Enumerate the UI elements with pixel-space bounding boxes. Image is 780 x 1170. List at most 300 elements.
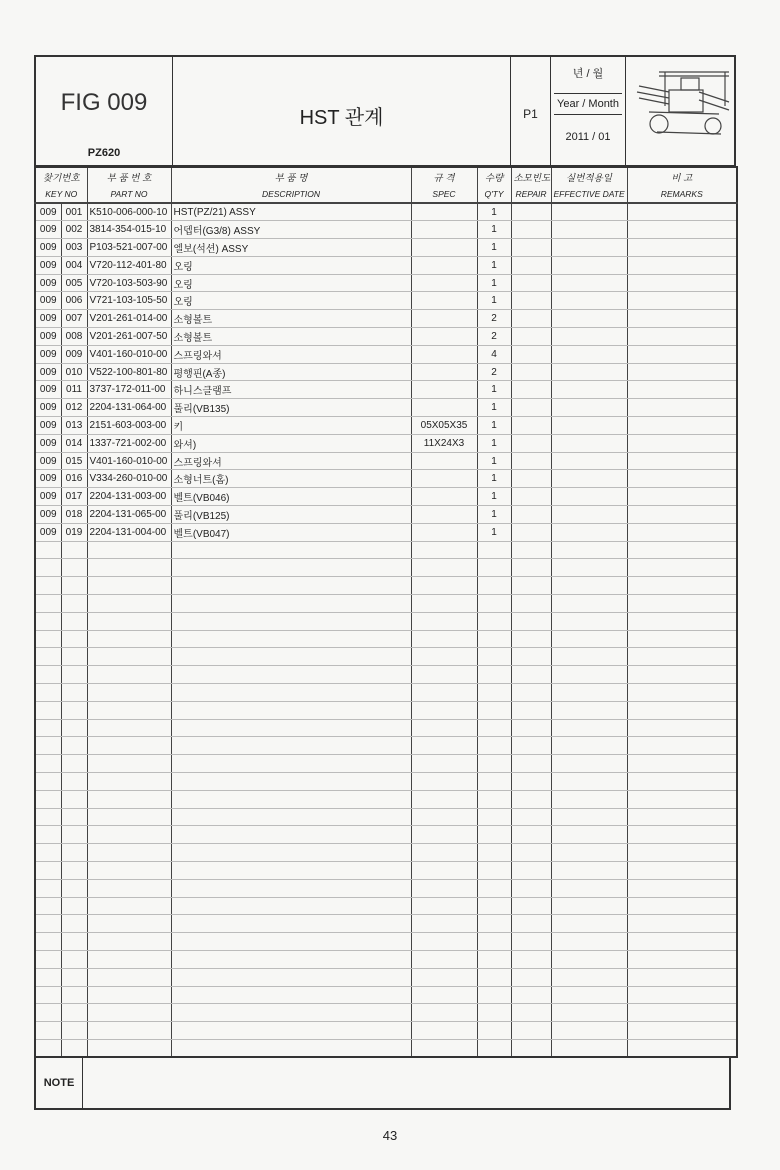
key-no-cell <box>61 559 87 577</box>
part-no-header-ko: 부 품 번 호 <box>87 167 171 185</box>
fig-no-cell: 009 <box>35 434 61 452</box>
key-no-cell <box>61 986 87 1004</box>
description-cell: 스프링와셔 <box>171 345 411 363</box>
qty-cell: 1 <box>477 417 511 435</box>
fig-no-cell <box>35 933 61 951</box>
remarks-cell <box>627 256 737 274</box>
spec-cell <box>411 1004 477 1022</box>
remarks-cell <box>627 666 737 684</box>
qty-cell <box>477 755 511 773</box>
qty-cell <box>477 861 511 879</box>
fig-no-cell: 009 <box>35 292 61 310</box>
spec-cell <box>411 256 477 274</box>
remarks-cell <box>627 719 737 737</box>
qty-cell: 4 <box>477 345 511 363</box>
spec-cell <box>411 719 477 737</box>
description-cell: 하니스클램프 <box>171 381 411 399</box>
repair-cell <box>511 1039 551 1057</box>
remarks-cell <box>627 470 737 488</box>
qty-cell <box>477 719 511 737</box>
qty-cell <box>477 950 511 968</box>
table-row <box>35 239 737 257</box>
key-no-cell: 018 <box>61 506 87 524</box>
table-row <box>35 310 737 328</box>
effective-date-cell <box>551 274 627 292</box>
remarks-cell <box>627 1039 737 1057</box>
key-no-cell <box>61 612 87 630</box>
key-no-cell <box>61 844 87 862</box>
part-no-cell <box>87 666 171 684</box>
spec-cell <box>411 310 477 328</box>
repair-cell <box>511 737 551 755</box>
fig-no-cell: 009 <box>35 417 61 435</box>
fig-no-cell <box>35 577 61 595</box>
effective-date-cell <box>551 292 627 310</box>
repair-cell <box>511 203 551 221</box>
table-row <box>35 541 737 559</box>
spec-header: SPEC <box>411 185 477 203</box>
part-no-cell: 2204-131-004-00 <box>87 523 171 541</box>
key-no-cell: 006 <box>61 292 87 310</box>
description-cell <box>171 933 411 951</box>
part-no-cell: V401-160-010-00 <box>87 452 171 470</box>
repair-cell <box>511 559 551 577</box>
description-cell <box>171 1004 411 1022</box>
key-no-cell <box>61 577 87 595</box>
description-cell: 소형볼트 <box>171 310 411 328</box>
repair-cell <box>511 488 551 506</box>
fig-no-cell <box>35 1022 61 1040</box>
key-no-cell: 002 <box>61 221 87 239</box>
part-no-cell: V201-261-014-00 <box>87 310 171 328</box>
spec-cell <box>411 559 477 577</box>
description-header: DESCRIPTION <box>171 185 411 203</box>
description-cell <box>171 577 411 595</box>
rice-transplanter-icon <box>629 62 733 156</box>
description-cell <box>171 915 411 933</box>
repair-cell <box>511 861 551 879</box>
repair-header: REPAIR <box>511 185 551 203</box>
qty-cell <box>477 1039 511 1057</box>
table-row <box>35 363 737 381</box>
fig-no-cell: 009 <box>35 381 61 399</box>
fig-no-cell: 009 <box>35 310 61 328</box>
repair-cell <box>511 968 551 986</box>
qty-cell: 1 <box>477 523 511 541</box>
repair-cell <box>511 417 551 435</box>
spec-cell <box>411 612 477 630</box>
effective-date-cell <box>551 595 627 613</box>
remarks-cell <box>627 684 737 702</box>
qty-header: Q'TY <box>477 185 511 203</box>
remarks-cell <box>627 595 737 613</box>
remarks-cell <box>627 274 737 292</box>
qty-cell: 2 <box>477 328 511 346</box>
effective-date-cell <box>551 666 627 684</box>
part-no-cell <box>87 826 171 844</box>
qty-header-ko: 수량 <box>477 167 511 185</box>
note-label: NOTE <box>36 1058 83 1108</box>
page-cell <box>511 57 551 165</box>
spec-cell <box>411 630 477 648</box>
repair-cell <box>511 630 551 648</box>
part-no-cell <box>87 879 171 897</box>
qty-cell: 1 <box>477 506 511 524</box>
fig-no-cell: 009 <box>35 452 61 470</box>
table-row <box>35 879 737 897</box>
description-cell <box>171 773 411 791</box>
key-no-cell: 005 <box>61 274 87 292</box>
effective-date-cell <box>551 844 627 862</box>
description-cell: 풀리(VB135) <box>171 399 411 417</box>
effective-date-cell <box>551 221 627 239</box>
key-no-cell: 010 <box>61 363 87 381</box>
part-no-cell <box>87 541 171 559</box>
spec-cell <box>411 897 477 915</box>
table-row <box>35 577 737 595</box>
qty-cell <box>477 915 511 933</box>
effective-date-cell <box>551 470 627 488</box>
part-no-cell <box>87 861 171 879</box>
qty-cell: 1 <box>477 203 511 221</box>
remarks-cell <box>627 986 737 1004</box>
remarks-cell <box>627 1004 737 1022</box>
effective-date-cell <box>551 808 627 826</box>
repair-cell <box>511 381 551 399</box>
key-no-cell: 014 <box>61 434 87 452</box>
spec-cell <box>411 595 477 613</box>
repair-cell <box>511 577 551 595</box>
spec-cell <box>411 648 477 666</box>
qty-cell: 1 <box>477 381 511 399</box>
description-cell: 어뎁터(G3/8) ASSY <box>171 221 411 239</box>
fig-no-cell <box>35 915 61 933</box>
remarks-cell <box>627 399 737 417</box>
fig-no-cell <box>35 968 61 986</box>
effective-date-cell <box>551 790 627 808</box>
effective-date-cell <box>551 541 627 559</box>
spec-cell <box>411 488 477 506</box>
qty-cell: 1 <box>477 470 511 488</box>
description-cell <box>171 844 411 862</box>
key-no-cell <box>61 790 87 808</box>
repair-cell <box>511 701 551 719</box>
part-no-cell <box>87 950 171 968</box>
fig-no-cell: 009 <box>35 274 61 292</box>
repair-cell <box>511 1022 551 1040</box>
part-no-cell <box>87 737 171 755</box>
effective-date-cell <box>551 879 627 897</box>
key-no-cell <box>61 648 87 666</box>
effective-date-cell <box>551 968 627 986</box>
part-no-cell <box>87 1022 171 1040</box>
description-cell: 키 <box>171 417 411 435</box>
effective-date-cell <box>551 612 627 630</box>
effective-date-cell <box>551 755 627 773</box>
table-row <box>35 648 737 666</box>
table-row <box>35 933 737 951</box>
key-no-cell <box>61 915 87 933</box>
fig-no-cell <box>35 684 61 702</box>
remarks-cell <box>627 826 737 844</box>
effective-date-cell <box>551 1039 627 1057</box>
part-no-cell <box>87 1039 171 1057</box>
repair-cell <box>511 399 551 417</box>
part-no-cell <box>87 612 171 630</box>
date-value: 2011 / 01 <box>565 131 611 143</box>
repair-cell <box>511 434 551 452</box>
table-row <box>35 861 737 879</box>
table-row <box>35 808 737 826</box>
key-no-cell: 007 <box>61 310 87 328</box>
remarks-cell <box>627 790 737 808</box>
qty-cell <box>477 968 511 986</box>
effective-date-cell <box>551 773 627 791</box>
fig-no-cell: 009 <box>35 221 61 239</box>
table-row <box>35 915 737 933</box>
spec-cell <box>411 345 477 363</box>
spec-cell <box>411 701 477 719</box>
part-no-cell <box>87 595 171 613</box>
effective-date-cell <box>551 310 627 328</box>
key-no-cell <box>61 1022 87 1040</box>
part-no-cell: 3737-172-011-00 <box>87 381 171 399</box>
qty-cell <box>477 1004 511 1022</box>
part-no-cell: V522-100-801-80 <box>87 363 171 381</box>
remarks-cell <box>627 221 737 239</box>
description-cell: 소형볼트 <box>171 328 411 346</box>
spec-cell <box>411 755 477 773</box>
repair-cell <box>511 950 551 968</box>
part-no-cell <box>87 559 171 577</box>
qty-cell: 1 <box>477 488 511 506</box>
key-no-cell <box>61 968 87 986</box>
remarks-cell <box>627 861 737 879</box>
description-cell <box>171 879 411 897</box>
repair-cell <box>511 345 551 363</box>
table-row <box>35 968 737 986</box>
table-row <box>35 595 737 613</box>
qty-cell <box>477 701 511 719</box>
fig-no-cell <box>35 701 61 719</box>
effective-date-cell <box>551 399 627 417</box>
spec-cell <box>411 399 477 417</box>
spec-cell <box>411 986 477 1004</box>
table-row <box>35 523 737 541</box>
part-no-cell: V201-261-007-50 <box>87 328 171 346</box>
description-cell <box>171 595 411 613</box>
fig-no-cell <box>35 897 61 915</box>
effective-date-header-ko: 실번적용일 <box>551 167 627 185</box>
qty-cell <box>477 1022 511 1040</box>
illustration-cell <box>626 57 736 165</box>
qty-cell <box>477 737 511 755</box>
effective-date-cell <box>551 559 627 577</box>
parts-table <box>34 166 738 1058</box>
remarks-cell <box>627 648 737 666</box>
table-row <box>35 221 737 239</box>
key-no-cell <box>61 897 87 915</box>
part-no-cell <box>87 844 171 862</box>
key-no-cell: 011 <box>61 381 87 399</box>
spec-cell <box>411 684 477 702</box>
spec-cell <box>411 239 477 257</box>
fig-no-cell: 009 <box>35 203 61 221</box>
part-no-cell <box>87 915 171 933</box>
spec-cell <box>411 381 477 399</box>
fig-no-cell <box>35 755 61 773</box>
repair-cell <box>511 986 551 1004</box>
fig-no-cell: 009 <box>35 523 61 541</box>
qty-cell <box>477 790 511 808</box>
key-no-cell <box>61 826 87 844</box>
qty-cell: 1 <box>477 256 511 274</box>
qty-cell <box>477 577 511 595</box>
spec-cell <box>411 328 477 346</box>
description-cell <box>171 986 411 1004</box>
spec-cell <box>411 1039 477 1057</box>
page-header <box>34 55 736 167</box>
remarks-cell <box>627 488 737 506</box>
remarks-cell <box>627 541 737 559</box>
spec-cell <box>411 915 477 933</box>
footer-page-number: 43 <box>382 1128 398 1143</box>
fig-no-cell: 009 <box>35 239 61 257</box>
part-no-cell: V720-112-401-80 <box>87 256 171 274</box>
description-cell: 평행핀(A종) <box>171 363 411 381</box>
effective-date-cell <box>551 933 627 951</box>
part-no-cell: V401-160-010-00 <box>87 345 171 363</box>
page-title: HST 관계 <box>299 107 384 129</box>
description-cell: 엘보(석션) ASSY <box>171 239 411 257</box>
remarks-cell <box>627 737 737 755</box>
description-cell <box>171 630 411 648</box>
part-no-cell <box>87 577 171 595</box>
qty-cell: 1 <box>477 239 511 257</box>
table-row <box>35 292 737 310</box>
repair-cell <box>511 221 551 239</box>
date-label-ko: 년 / 월 <box>572 68 604 80</box>
table-row <box>35 897 737 915</box>
fig-no-cell <box>35 666 61 684</box>
effective-date-cell <box>551 684 627 702</box>
effective-date-cell <box>551 203 627 221</box>
description-cell <box>171 612 411 630</box>
qty-cell <box>477 933 511 951</box>
remarks-cell <box>627 559 737 577</box>
table-row <box>35 790 737 808</box>
note-box <box>34 1056 731 1110</box>
repair-header-ko: 소모빈도 <box>511 167 551 185</box>
fig-no-cell: 009 <box>35 470 61 488</box>
table-row <box>35 719 737 737</box>
table-row <box>35 274 737 292</box>
fig-no-cell: 009 <box>35 256 61 274</box>
description-cell: 소형너트(홈) <box>171 470 411 488</box>
part-no-cell <box>87 790 171 808</box>
key-no-cell <box>61 630 87 648</box>
repair-cell <box>511 612 551 630</box>
key-no-cell <box>61 755 87 773</box>
key-no-cell <box>61 808 87 826</box>
remarks-cell <box>627 417 737 435</box>
part-no-cell <box>87 933 171 951</box>
fig-no-cell <box>35 737 61 755</box>
description-cell <box>171 1022 411 1040</box>
repair-cell <box>511 292 551 310</box>
fig-no-cell <box>35 1004 61 1022</box>
qty-cell <box>477 879 511 897</box>
remarks-cell <box>627 292 737 310</box>
parts-table-body <box>35 203 737 1057</box>
key-no-header-ko: 찾기번호 <box>35 167 87 185</box>
key-no-cell <box>61 933 87 951</box>
description-cell: 오링 <box>171 256 411 274</box>
fig-no-cell: 009 <box>35 506 61 524</box>
key-no-cell: 013 <box>61 417 87 435</box>
remarks-cell <box>627 523 737 541</box>
description-cell <box>171 808 411 826</box>
repair-cell <box>511 826 551 844</box>
description-cell <box>171 861 411 879</box>
spec-header-ko: 규 격 <box>411 167 477 185</box>
effective-date-cell <box>551 577 627 595</box>
part-no-cell <box>87 773 171 791</box>
description-cell: 풀리(VB125) <box>171 506 411 524</box>
remarks-cell <box>627 915 737 933</box>
remarks-cell <box>627 701 737 719</box>
description-cell: 와셔) <box>171 434 411 452</box>
description-cell <box>171 897 411 915</box>
effective-date-cell <box>551 434 627 452</box>
table-row <box>35 1022 737 1040</box>
fig-no-cell <box>35 612 61 630</box>
remarks-cell <box>627 363 737 381</box>
fig-no-cell <box>35 595 61 613</box>
fig-no-cell <box>35 808 61 826</box>
spec-cell <box>411 203 477 221</box>
qty-cell <box>477 648 511 666</box>
remarks-cell <box>627 1022 737 1040</box>
part-no-cell: V334-260-010-00 <box>87 470 171 488</box>
page-number: P1 <box>523 107 538 121</box>
spec-cell <box>411 879 477 897</box>
effective-date-cell <box>551 630 627 648</box>
remarks-cell <box>627 933 737 951</box>
qty-cell: 1 <box>477 434 511 452</box>
table-row <box>35 470 737 488</box>
effective-date-cell <box>551 345 627 363</box>
qty-cell: 1 <box>477 292 511 310</box>
table-row <box>35 203 737 221</box>
key-no-cell <box>61 879 87 897</box>
key-no-cell: 009 <box>61 345 87 363</box>
key-no-cell <box>61 737 87 755</box>
spec-cell <box>411 861 477 879</box>
qty-cell: 2 <box>477 363 511 381</box>
part-no-cell <box>87 684 171 702</box>
table-row <box>35 701 737 719</box>
key-no-cell <box>61 950 87 968</box>
part-no-cell <box>87 968 171 986</box>
remarks-header: REMARKS <box>627 185 737 203</box>
qty-cell <box>477 986 511 1004</box>
table-row <box>35 452 737 470</box>
repair-cell <box>511 684 551 702</box>
key-no-cell: 016 <box>61 470 87 488</box>
effective-date-cell <box>551 986 627 1004</box>
spec-cell <box>411 790 477 808</box>
